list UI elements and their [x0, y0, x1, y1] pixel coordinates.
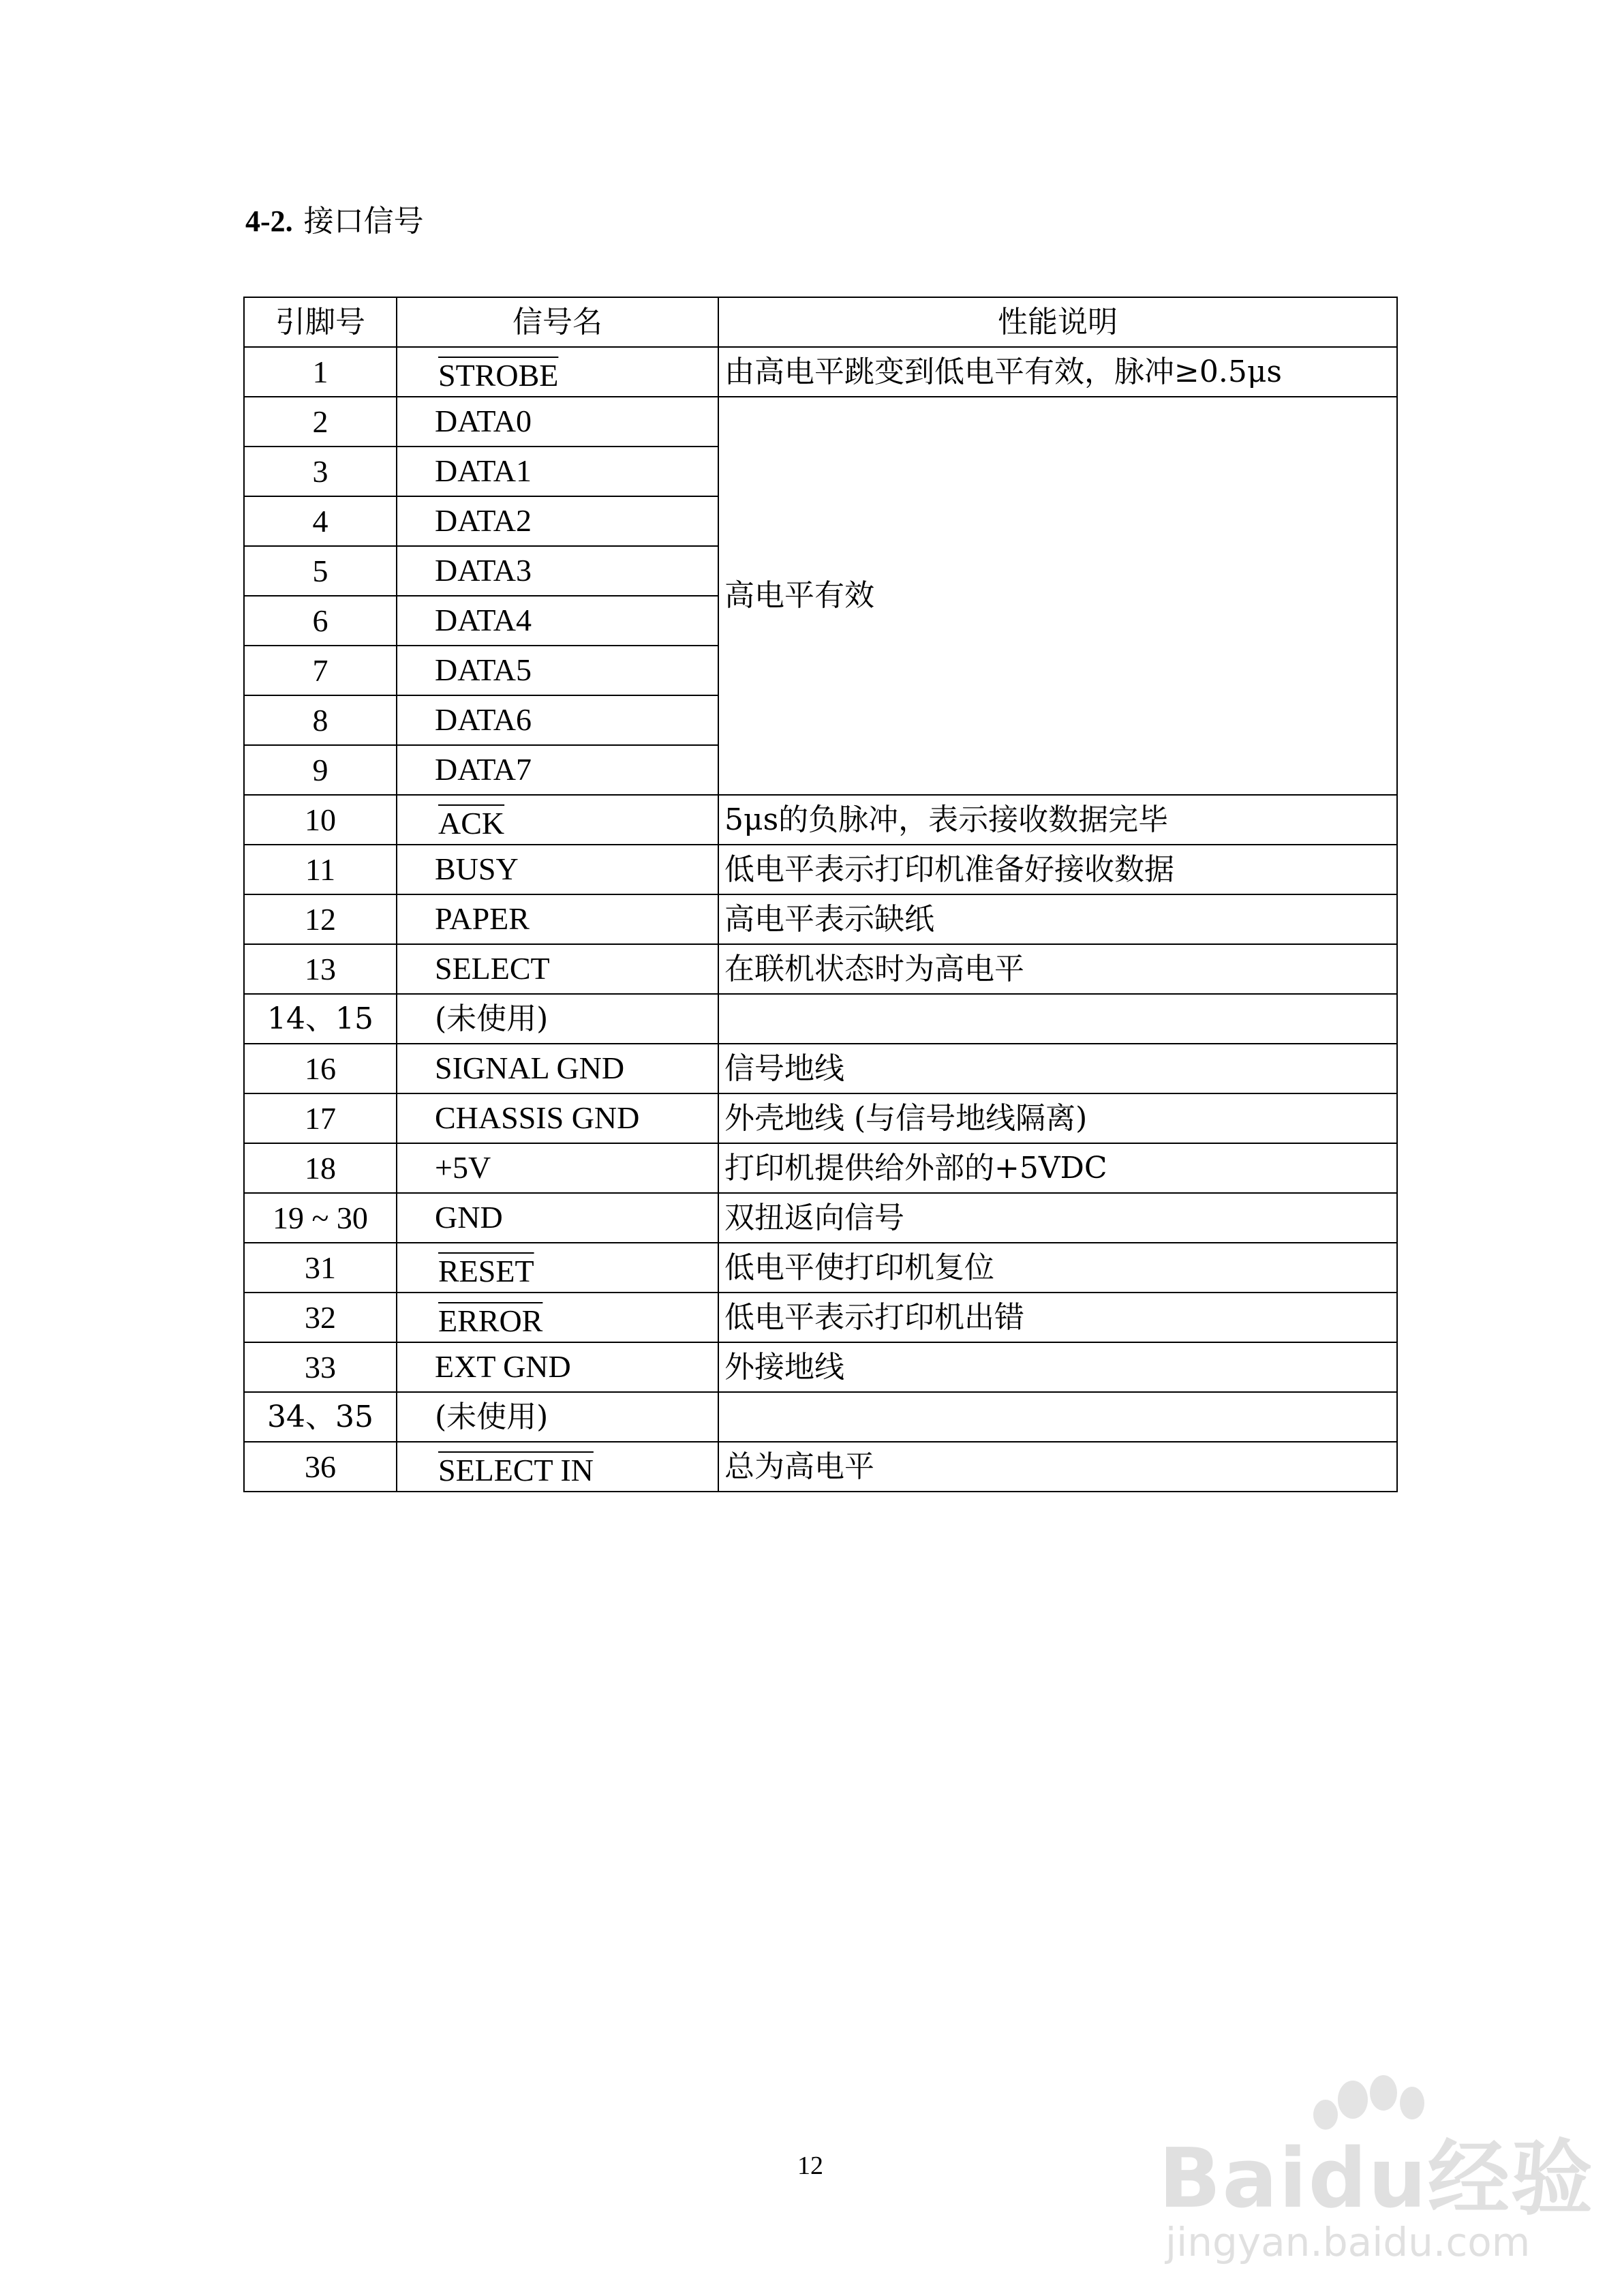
pin-cell: 2 [244, 397, 397, 447]
signal-name-cell [397, 994, 718, 1044]
table-row [244, 1442, 1397, 1492]
description-cell: 外壳地线 (与信号地线隔离) [718, 1093, 1397, 1143]
section-title: 接口信号 [303, 204, 424, 239]
table-row [244, 1143, 1397, 1193]
signal-name-cell [397, 695, 718, 745]
header-pin: 引脚号 [244, 297, 397, 347]
table-header-row [244, 297, 1397, 347]
table-row [244, 894, 1397, 944]
signal-name-cell [397, 347, 718, 397]
signal-name: SIGNAL GND [435, 1051, 625, 1085]
section-heading [245, 201, 424, 242]
description-cell: 信号地线 [718, 1044, 1397, 1093]
signal-name: DATA1 [435, 453, 532, 488]
signal-name-cell [397, 496, 718, 546]
signal-name: +5V [435, 1150, 491, 1185]
signal-name: RESET [438, 1253, 534, 1288]
signal-name: ERROR [438, 1303, 543, 1338]
header-signal-name: 信号名 [397, 297, 718, 347]
watermark-url: jingyan.baidu.com [1165, 2219, 1531, 2265]
signal-name-cell [397, 795, 718, 845]
signal-name-cell [397, 596, 718, 646]
table-row [244, 1342, 1397, 1392]
description-cell: 低电平使打印机复位 [718, 1243, 1397, 1293]
table-row [244, 1243, 1397, 1293]
signal-name-cell [397, 745, 718, 795]
signal-name-cell [397, 1243, 718, 1293]
table-row [244, 795, 1397, 845]
signal-name: DATA0 [435, 404, 532, 438]
description-cell: 在联机状态时为高电平 [718, 944, 1397, 994]
pin-cell: 13 [244, 944, 397, 994]
signal-name: DATA3 [435, 553, 532, 588]
description-cell: 低电平表示打印机准备好接收数据 [718, 845, 1397, 894]
table-row [244, 1293, 1397, 1342]
pin-cell: 11 [244, 845, 397, 894]
signal-name-cell [397, 944, 718, 994]
signal-name: SELECT IN [438, 1452, 594, 1487]
description-cell [718, 1392, 1397, 1442]
pin-cell: 6 [244, 596, 397, 646]
table-row [244, 845, 1397, 894]
pin-cell: 1 [244, 347, 397, 397]
pin-cell: 3 [244, 447, 397, 496]
table-body [244, 347, 1397, 1492]
pin-cell: 4 [244, 496, 397, 546]
table-row [244, 1093, 1397, 1143]
signal-name-cell [397, 894, 718, 944]
pin-cell: 17 [244, 1093, 397, 1143]
signal-name: CHASSIS GND [435, 1100, 640, 1135]
pin-cell: 32 [244, 1293, 397, 1342]
signal-name-cell [397, 845, 718, 894]
interface-signal-table [243, 297, 1398, 1492]
description-cell: 总为高电平 [718, 1442, 1397, 1492]
signal-name-cell [397, 1342, 718, 1392]
pin-cell: 34、35 [244, 1392, 397, 1442]
signal-name: DATA5 [435, 652, 532, 687]
signal-name: (未使用) [435, 1001, 549, 1036]
description-cell: 打印机提供给外部的+5VDC [718, 1143, 1397, 1193]
pin-cell: 12 [244, 894, 397, 944]
header-description: 性能说明 [718, 297, 1397, 347]
table-row [244, 1044, 1397, 1093]
signal-name: EXT GND [435, 1349, 571, 1384]
signal-name: PAPER [435, 901, 530, 936]
signal-name: DATA7 [435, 752, 532, 787]
pin-cell: 19 ~ 30 [244, 1193, 397, 1243]
table-row [244, 1392, 1397, 1442]
description-cell: 5μs的负脉冲，表示接收数据完毕 [718, 795, 1397, 845]
pin-cell: 16 [244, 1044, 397, 1093]
pin-cell: 8 [244, 695, 397, 745]
description-cell: 外接地线 [718, 1342, 1397, 1392]
table-row [244, 944, 1397, 994]
signal-name: STROBE [438, 357, 559, 393]
signal-name-cell [397, 1143, 718, 1193]
description-cell [718, 994, 1397, 1044]
signal-name: GND [435, 1200, 503, 1235]
signal-name: BUSY [435, 851, 519, 886]
signal-name-cell [397, 546, 718, 596]
signal-name-cell [397, 397, 718, 447]
pin-cell: 10 [244, 795, 397, 845]
signal-name: DATA6 [435, 702, 532, 737]
section-number: 4-2. [245, 205, 293, 238]
watermark [1159, 2072, 1594, 2277]
pin-cell: 36 [244, 1442, 397, 1492]
table-row [244, 347, 1397, 397]
signal-name-cell [397, 1193, 718, 1243]
signal-name: DATA2 [435, 503, 532, 538]
signal-name: $\overline{ACK}$ [438, 805, 505, 841]
description-cell: 低电平表示打印机出错 [718, 1293, 1397, 1342]
table-row [244, 994, 1397, 1044]
signal-name-cell [397, 1442, 718, 1492]
pin-cell: 5 [244, 546, 397, 596]
signal-name-cell [397, 447, 718, 496]
pin-cell: 18 [244, 1143, 397, 1193]
description-cell: 高电平有效 [718, 397, 1397, 795]
description-cell: 由高电平跳变到低电平有效，脉冲≥0.5μs [718, 347, 1397, 397]
pin-cell: 14、15 [244, 994, 397, 1044]
pin-cell: 31 [244, 1243, 397, 1293]
table-row [244, 1193, 1397, 1243]
signal-name: (未使用) [435, 1399, 549, 1434]
signal-name-cell [397, 1044, 718, 1093]
table-row [244, 397, 1397, 447]
signal-name: DATA4 [435, 603, 532, 637]
signal-name-cell [397, 1093, 718, 1143]
description-cell: 高电平表示缺纸 [718, 894, 1397, 944]
page-number: 12 [797, 2151, 823, 2180]
description-cell: 双扭返向信号 [718, 1193, 1397, 1243]
pin-cell: 33 [244, 1342, 397, 1392]
signal-name-cell [397, 1392, 718, 1442]
pin-cell: 7 [244, 646, 397, 695]
signal-name-cell [397, 646, 718, 695]
pin-cell: 9 [244, 745, 397, 795]
watermark-brand: Baidu经验 [1159, 2132, 1594, 2226]
signal-name: SELECT [435, 951, 550, 986]
signal-name-cell [397, 1293, 718, 1342]
